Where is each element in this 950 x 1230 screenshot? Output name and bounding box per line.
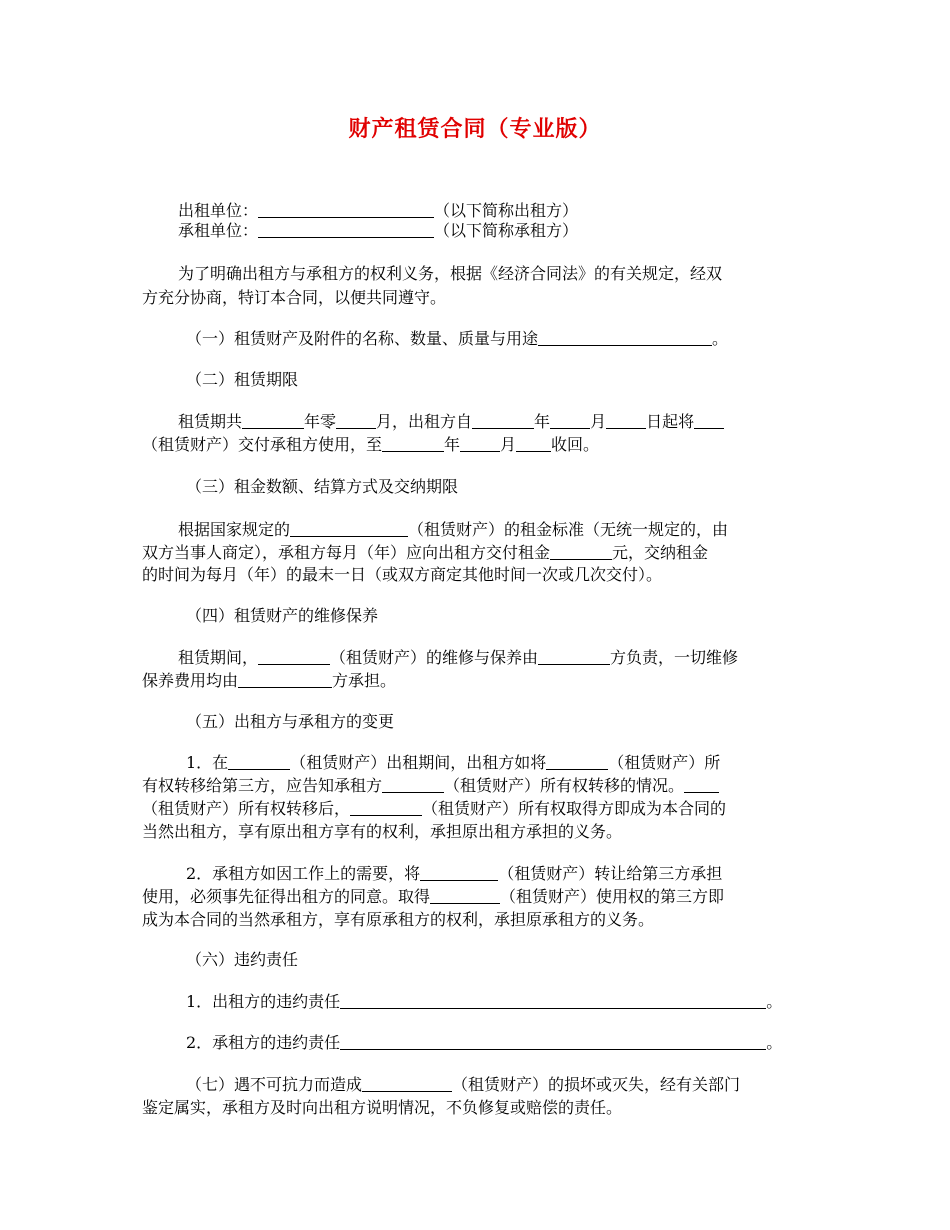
section-5-p1-line-3	[142, 797, 812, 821]
s2-text-h: 年	[444, 435, 461, 454]
section-5-p2-line-1	[186, 862, 856, 886]
s5-text-e: （租赁财产）所有权转移的情况。	[444, 776, 685, 795]
end-month-blank[interactable]	[460, 435, 500, 452]
s2-text-g: （租赁财产）交付承租方使用，至	[142, 435, 383, 454]
s3-text-a: 根据国家规定的	[178, 520, 291, 539]
s5-blank-4[interactable]	[684, 776, 719, 793]
s6-item-2-end: 。	[766, 1033, 783, 1052]
s5-blank-3[interactable]	[382, 776, 444, 793]
lessor-label: 出租单位：	[178, 201, 259, 220]
lessee-blank[interactable]	[258, 221, 434, 238]
s4-text-c: 方负责，一切维修	[610, 648, 739, 667]
force-majeure-property-blank[interactable]	[362, 1075, 452, 1092]
s4-text-a: 租赁期间，	[178, 648, 259, 667]
s2-text-f: 日起将	[646, 412, 695, 431]
section-6-heading: （六）违约责任	[186, 950, 299, 969]
document-title: 财产租赁合同（专业版）	[348, 117, 602, 142]
s7-text-a: （七）遇不可抗力而造成	[186, 1075, 363, 1094]
lessee-liability-blank[interactable]	[340, 1033, 766, 1050]
section-5-p1-line-2	[142, 774, 812, 798]
s6-item-2-text: 2．承租方的违约责任	[186, 1033, 341, 1052]
term-months-blank[interactable]	[336, 412, 376, 429]
s3-text-d: 元，交纳租金	[612, 543, 709, 562]
section-7-line-2: 鉴定属实，承租方及时向出租方说明情况，不负修复或赔偿的责任。	[142, 1098, 623, 1117]
s4-text-e: 方承担。	[332, 671, 397, 690]
s6-item-1-text: 1．出租方的违约责任	[186, 992, 341, 1011]
section-3-line-1	[178, 518, 848, 542]
section-4-line-1	[178, 646, 848, 670]
s5-text-c: （租赁财产）所	[608, 753, 721, 772]
s5-text-g: （租赁财产）所有权取得方即成为本合同的	[422, 799, 727, 818]
s4-text-b: （租赁财产）的维修与保养由	[330, 648, 539, 667]
s5-text-d: 有权转移给第三方，应告知承租方	[142, 776, 383, 795]
s2-text-e: 月	[590, 412, 607, 431]
s5-blank-7[interactable]	[430, 887, 500, 904]
lessor-note: （以下简称出租方）	[434, 201, 579, 220]
section-2-line-2	[142, 433, 812, 457]
lessee-note: （以下简称承租方）	[434, 221, 579, 240]
s5-text-k: （租赁财产）使用权的第三方即	[500, 887, 725, 906]
section-6-item-1	[186, 990, 856, 1014]
s5-blank-6[interactable]	[420, 864, 498, 881]
s5-text-b: （租赁财产）出租期间，出租方如将	[290, 753, 547, 772]
end-day-blank[interactable]	[516, 435, 551, 452]
s5-blank-2[interactable]	[546, 753, 608, 770]
section-4-line-2	[142, 669, 812, 693]
s5-text-f: （租赁财产）所有权转移后，	[142, 799, 351, 818]
s2-text-d: 年	[534, 412, 551, 431]
maintenance-property-blank[interactable]	[258, 648, 330, 665]
section-7-line-1	[186, 1073, 856, 1097]
s5-text-a: 1．在	[186, 753, 229, 772]
s3-text-b: （租赁财产）的租金标准（无统一规定的，由	[408, 520, 729, 539]
section-2-line-1	[178, 410, 848, 434]
section-1-text: （一）租赁财产及附件的名称、数量、质量与用途	[186, 329, 539, 348]
s5-text-j: 使用，必须事先征得出租方的同意。取得	[142, 887, 431, 906]
start-year-blank[interactable]	[472, 412, 534, 429]
end-year-blank[interactable]	[382, 435, 444, 452]
start-day-blank[interactable]	[606, 412, 646, 429]
section-3-heading: （三）租金数额、结算方式及交纳期限	[186, 477, 459, 496]
rent-amount-blank[interactable]	[550, 543, 612, 560]
s5-blank-5[interactable]	[350, 799, 422, 816]
lessee-line	[178, 219, 848, 243]
s4-text-d: 保养费用均由	[142, 671, 239, 690]
section-4-heading: （四）租赁财产的维修保养	[186, 606, 379, 625]
term-years-blank[interactable]	[242, 412, 304, 429]
section-5-p1-line-1	[186, 751, 856, 775]
section-5-p2-line-3: 成为本合同的当然承租方，享有原承租方的权利，承担原承租方的义务。	[142, 910, 655, 929]
section-1	[186, 327, 856, 351]
preamble-line-2: 方充分协商，特订本合同，以便共同遵守。	[142, 288, 447, 307]
lessor-liability-blank[interactable]	[340, 992, 766, 1009]
rent-standard-blank[interactable]	[290, 520, 408, 537]
s5-text-i: （租赁财产）转让给第三方承担	[498, 864, 723, 883]
preamble-line-1: 为了明确出租方与承租方的权利义务，根据《经济合同法》的有关规定，经双	[178, 264, 723, 283]
cost-party-blank[interactable]	[238, 671, 332, 688]
section-3-line-3: 的时间为每月（年）的最末一日（或双方商定其他时间一次或几次交付）。	[142, 565, 663, 584]
s2-text-j: 收回。	[551, 435, 600, 454]
maintenance-party-blank[interactable]	[538, 648, 610, 665]
s5-blank-1[interactable]	[228, 753, 290, 770]
s7-text-b: （租赁财产）的损坏或灭失，经有关部门	[452, 1075, 741, 1094]
property-blank[interactable]	[694, 412, 724, 429]
s6-item-1-end: 。	[766, 992, 783, 1011]
section-2-heading: （二）租赁期限	[186, 370, 299, 389]
s3-text-c: 双方当事人商定），承租方每月（年）应向出租方交付租金	[142, 543, 551, 562]
s5-text-h: 2．承租方如因工作上的需要，将	[186, 864, 421, 883]
section-5-p1-line-4: 当然出租方，享有原出租方享有的权利，承担原出租方承担的义务。	[142, 822, 623, 841]
section-6-item-2	[186, 1031, 856, 1055]
s2-text-i: 月	[500, 435, 517, 454]
s2-text-c: 月，出租方自	[376, 412, 473, 431]
lessee-label: 承租单位：	[178, 221, 259, 240]
section-3-line-2	[142, 541, 812, 565]
section-1-end: 。	[712, 329, 729, 348]
start-month-blank[interactable]	[550, 412, 590, 429]
section-5-heading: （五）出租方与承租方的变更	[186, 712, 395, 731]
s2-text-b: 年零	[304, 412, 337, 431]
s2-text-a: 租赁期共	[178, 412, 243, 431]
lessor-blank[interactable]	[258, 201, 434, 218]
section-1-blank[interactable]	[538, 329, 712, 346]
section-5-p2-line-2	[142, 885, 812, 909]
